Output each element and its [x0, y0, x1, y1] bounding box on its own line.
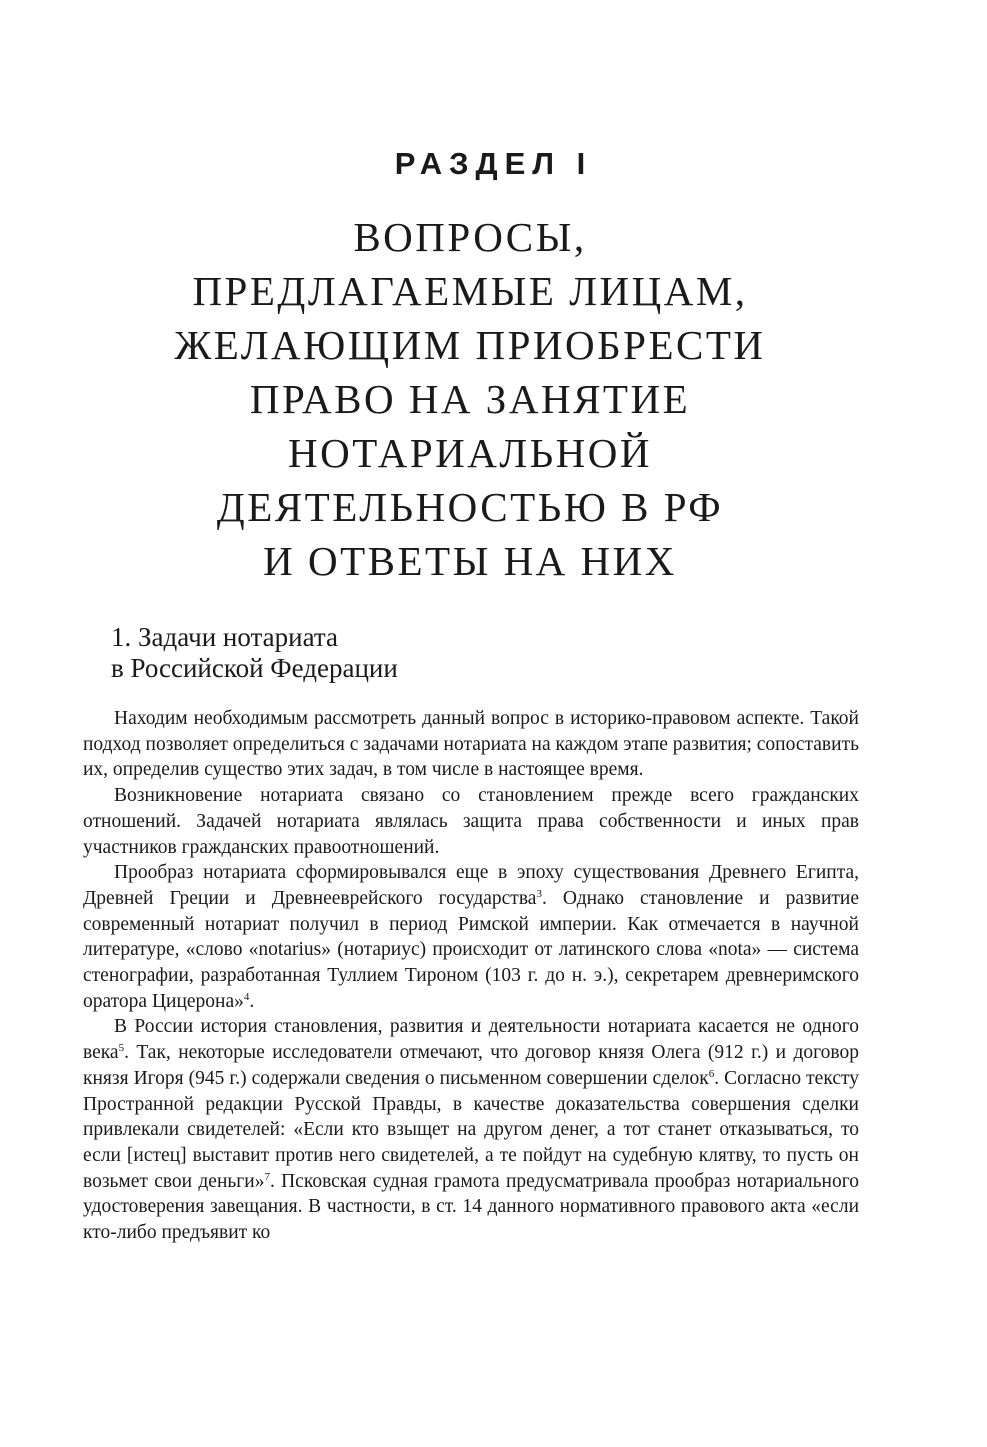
paragraph-text: . Однако становление и развитие современный нотариат получил в период Римской империи. Как отмечается в научной литературе, «слово «notarius» (нотариус) происходит от латинского слова «nota» — система стенографии, разработанная Туллием Тироном (103 г. до н. э.), секретарем древнеримского оратора Цицерона» [83, 887, 859, 1012]
footnote-marker: 3 [536, 887, 542, 900]
footnote-marker: 6 [708, 1067, 715, 1080]
paragraph-text: . [249, 990, 255, 1012]
footnote-marker: 5 [118, 1042, 125, 1055]
chapter-title [0, 210, 940, 588]
chapter-title-line: ПРАВО НА ЗАНЯТИЕ [249, 376, 691, 422]
chapter-title-line: ДЕЯТЕЛЬНОСТЬЮ В РФ [216, 484, 724, 530]
paragraph [83, 1014, 859, 1245]
chapter-title-line: ЖЕЛАЮЩИМ ПРИОБРЕСТИ [174, 322, 766, 368]
chapter-title-line: НОТАРИАЛЬНОЙ [287, 430, 653, 476]
paragraph [83, 706, 859, 783]
body-text [83, 706, 859, 1246]
paragraph-text: В России история становления, развития и деятельности нотариата касается не одного века [83, 1016, 859, 1064]
paragraph [83, 860, 859, 1014]
chapter-title-line: И ОТВЕТЫ НА НИХ [263, 538, 677, 584]
chapter-title-line: ПРЕДЛАГАЕМЫЕ ЛИЦАМ, [192, 268, 748, 314]
section-label: РАЗДЕЛ I [394, 146, 593, 181]
paragraph-text: . Так, некоторые исследователи отмечают, что договор князя Олега (912 г.) и договор князя Игоря (945 г.) содержали сведения о письменном совершении сделок [83, 1042, 859, 1089]
subsection-heading-line: 1. Задачи нотариата [111, 622, 338, 652]
paragraph-text: Возникновение нотариата связано со становлением прежде всего гражданских отношений. Задачей нотариата являлась защита права собственности и иных прав участников гражданских правоотношений. [83, 785, 859, 858]
paragraph-text: . Согласно тексту Пространной редакции Русской Правды, в качестве доказательства совершения сделки привлекали свидетелей: «Если кто взыщет на другом денег, а тот станет отказываться, то если [истец] выставит против него свидетелей, а те пойдут на судебную клятву, то пусть он возьмет свои деньги» [83, 1067, 859, 1192]
chapter-title-line: ВОПРОСЫ, [353, 214, 587, 260]
paragraph-text: Находим необходимым рассмотреть данный вопрос в историко-правовом аспекте. Такой подход позволяет определиться с задачами нотариата на каждом этапе развития; сопоставить их, определив существо этих задач, в том числе в настоящее время. [83, 708, 859, 781]
subsection-heading [111, 622, 871, 684]
subsection-heading-line: в Российской Федерации [111, 653, 398, 683]
footnote-marker: 7 [264, 1170, 270, 1183]
footnote-marker: 4 [243, 990, 250, 1003]
paragraph-text: . Псковская судная грамота предусматривала прообраз нотариального удостоверения завещания. В частности, в ст. 14 данного нормативного правового акта «если кто-либо предъявит ко [83, 1170, 859, 1244]
paragraph-text: Прообраз нотариата сформировывался еще в эпоху существования Древнего Египта, Древней Греции и Древнееврейского государства [83, 862, 859, 909]
paragraph [83, 783, 859, 860]
